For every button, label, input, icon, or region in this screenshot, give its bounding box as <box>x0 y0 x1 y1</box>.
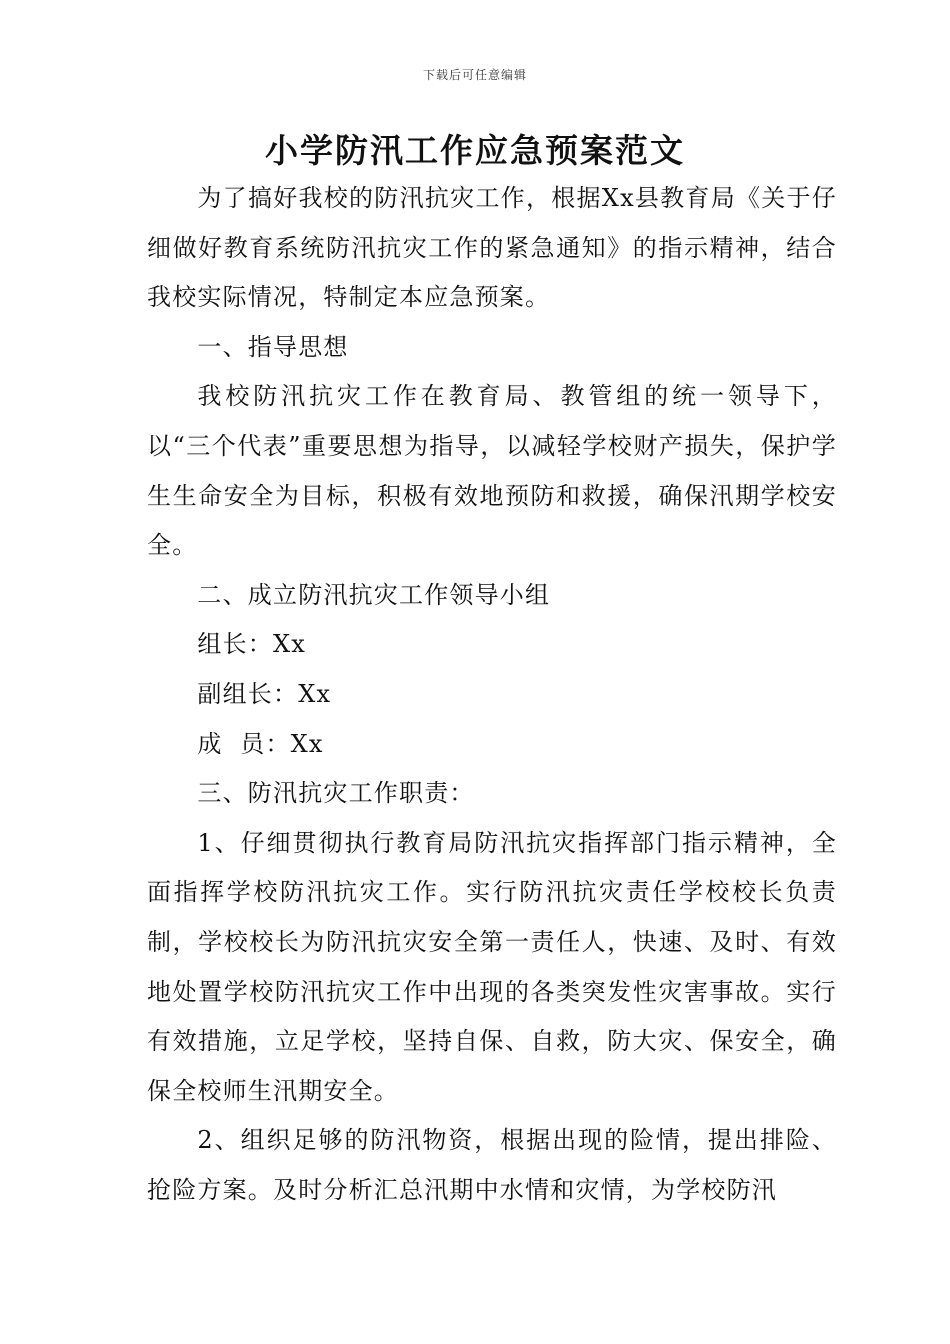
section-heading-leadership-group: 二、成立防汛抗灾工作领导小组 <box>197 580 551 609</box>
group-leader-line: 组长：Xx <box>197 630 307 659</box>
duty-item-2: 2、组织足够的防汛物资，根据出现的险情，提出排险、抢险方案。及时分析汇总汛期中水情和灾情，为学校防汛 <box>147 1126 837 1204</box>
section-heading-guiding-thought: 一、指导思想 <box>197 332 349 361</box>
section-heading-duties: 三、防汛抗灾工作职责： <box>197 779 475 808</box>
members-line: 成 员：Xx <box>197 729 324 758</box>
document-body <box>147 174 837 1215</box>
header-note: 下载后可任意编辑 <box>422 68 527 82</box>
document-title: 小学防汛工作应急预案范文 <box>265 131 685 170</box>
guiding-thought-paragraph: 我校防汛抗灾工作在教育局、教管组的统一领导下，以“三个代表”重要思想为指导，以减轻学校财产损失，保护学生生命安全为目标，积极有效地预防和救援，确保汛期学校安全。 <box>147 382 837 560</box>
duty-item-1: 1、仔细贯彻执行教育局防汛抗灾指挥部门指示精神，全面指挥学校防汛抗灾工作。实行防汛抗灾责任学校校长负责制，学校校长为防汛抗灾安全第一责任人，快速、及时、有效地处置学校防汛抗灾工作中出现的各类突发性灾害事故。实行有效措施，立足学校，坚持自保、自救，防大灾、保安全，确保全校师生汛期安全。 <box>147 828 837 1105</box>
intro-paragraph: 为了搞好我校的防汛抗灾工作，根据Xx县教育局《关于仔细做好教育系统防汛抗灾工作的紧急通知》的指示精神，结合我校实际情况，特制定本应急预案。 <box>147 184 837 312</box>
deputy-leader-line: 副组长：Xx <box>197 679 332 708</box>
